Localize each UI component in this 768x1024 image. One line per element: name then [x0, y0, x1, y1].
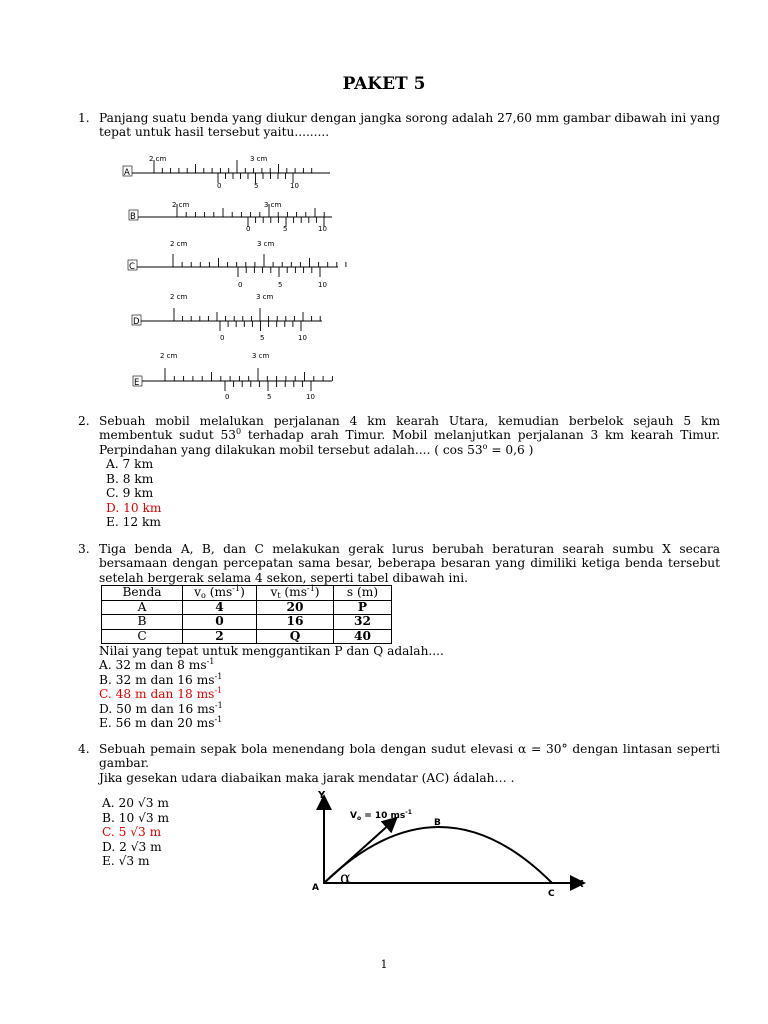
question-2 — [78, 414, 720, 530]
table-cell: 4 — [183, 600, 257, 615]
answer-options — [102, 796, 169, 869]
point-a-label: A — [312, 883, 319, 893]
option-label: C — [129, 262, 135, 272]
question-number: 1. — [78, 111, 90, 125]
main-scale-label: 2 cm — [149, 155, 167, 163]
vernier-tick-label: 10 — [318, 225, 327, 233]
data-table — [101, 585, 392, 644]
question-1 — [78, 111, 720, 140]
vernier-diagram — [120, 198, 350, 240]
table-cell: 40 — [334, 629, 392, 644]
main-scale-label: 2 cm — [170, 240, 188, 248]
alpha-label: α — [340, 868, 351, 887]
vernier-tick-label: 0 — [220, 334, 225, 342]
option-c[interactable]: C. 9 km — [106, 486, 154, 501]
table-cell: B — [102, 615, 183, 630]
col-benda: Benda — [102, 586, 183, 601]
vernier-option-d — [120, 290, 350, 348]
col-s: s (m) — [334, 586, 392, 601]
option-label: E — [134, 378, 140, 388]
option-d[interactable]: D. 2 √3 m — [102, 839, 162, 854]
velocity-vector — [324, 822, 392, 883]
option-b[interactable]: B. 10 √3 m — [102, 810, 170, 825]
question-text: Sebuah pemain sepak bola menendang bola dengan sudut elevasi α = 30° dengan lintasan seperti gambar. — [99, 742, 720, 771]
vernier-tick-label: 10 — [290, 182, 299, 190]
table-cell: 20 — [257, 600, 334, 615]
table-cell: P — [334, 600, 392, 615]
page-number: 1 — [380, 958, 388, 971]
main-scale-label: 3 cm — [256, 293, 274, 301]
vernier-tick-label: 0 — [246, 225, 251, 233]
vernier-tick-label: 5 — [278, 281, 283, 289]
table-row — [102, 615, 392, 630]
option-e[interactable]: E. √3 m — [102, 854, 150, 868]
table-row — [102, 600, 392, 615]
velocity-label: $V_o = 10$ $ms^{-1}$ — [350, 809, 412, 822]
page-title: PAKET 5 — [342, 74, 426, 94]
vernier-option-c — [120, 237, 350, 295]
col-v0: $v_o$ $(ms^{-1})$ — [183, 586, 257, 601]
vernier-option-a — [120, 150, 350, 196]
option-a[interactable]: A. 20 √3 m — [102, 796, 169, 810]
vernier-tick-label: 5 — [254, 182, 259, 190]
main-scale-label: 2 cm — [172, 201, 190, 209]
answer-options — [106, 457, 720, 530]
table-cell: C — [102, 629, 183, 644]
vernier-tick-label: 5 — [267, 393, 272, 401]
option-e[interactable]: E. 12 km — [106, 515, 161, 530]
question-prompt: Nilai yang tepat untuk menggantikan P dan Q adalah.... — [99, 644, 444, 658]
vernier-tick-label: 10 — [318, 281, 327, 289]
main-scale-label: 3 cm — [250, 155, 268, 163]
vernier-tick-label: 0 — [217, 182, 222, 190]
projectile-diagram — [300, 786, 600, 901]
option-b[interactable]: B. 8 km — [106, 471, 154, 486]
question-number: 2. — [78, 414, 90, 428]
option-e[interactable]: E. 56 m dan 20 $ms^{-1}$ — [99, 715, 223, 731]
vernier-option-e — [120, 349, 350, 407]
answer-options — [99, 658, 739, 731]
vernier-tick-label: 0 — [225, 393, 230, 401]
question-text: Tiga benda A, B, dan C melakukan gerak lurus berubah beraturan searah sumbu X secara bersamaan dengan percepatan sama besar, beberapa besaran yang dimiliki ketiga benda tersebut setelah bergerak selama 4 sekon, seperti tabel dibawah ini. — [99, 542, 720, 585]
option-a[interactable]: A. 7 km — [106, 457, 154, 472]
option-label: D — [133, 317, 140, 327]
x-axis-label: X — [576, 879, 584, 890]
y-axis-label: Y — [318, 790, 326, 801]
vernier-diagram — [120, 150, 350, 192]
table-cell: 16 — [257, 615, 334, 630]
table-cell: 0 — [183, 615, 257, 630]
vernier-diagram — [120, 237, 350, 291]
table-row — [102, 629, 392, 644]
question-number: 4. — [78, 742, 90, 756]
option-a[interactable]: A. 32 m dan 8 $ms^{-1}$ — [99, 657, 215, 673]
option-c-correct[interactable]: C. 5 √3 m — [102, 825, 162, 839]
option-c-correct[interactable]: C. 48 m dan 18 $ms^{-1}$ — [99, 686, 223, 702]
option-label: B — [130, 212, 136, 222]
vernier-tick-label: 10 — [306, 393, 315, 401]
main-scale-label: 2 cm — [170, 293, 188, 301]
question-text-2: Jika gesekan udara diabaikan maka jarak mendatar (AC) ádalah… . — [99, 770, 515, 785]
vernier-tick-label: 10 — [298, 334, 307, 342]
table-cell: 32 — [334, 615, 392, 630]
main-scale-label: 2 cm — [160, 352, 178, 360]
vernier-tick-label: 0 — [238, 281, 243, 289]
table-cell: 2 — [183, 629, 257, 644]
table-header-row — [102, 586, 392, 601]
table-cell: Q — [257, 629, 334, 644]
vernier-tick-label: 5 — [260, 334, 265, 342]
question-4 — [78, 742, 720, 785]
option-d-correct[interactable]: D. 10 km — [106, 500, 162, 515]
trajectory — [324, 827, 552, 883]
vernier-diagram — [120, 349, 350, 403]
main-scale-label: 3 cm — [264, 201, 282, 209]
point-c-label: C — [548, 889, 555, 899]
main-scale-label: 3 cm — [257, 240, 275, 248]
question-number: 3. — [78, 542, 90, 556]
question-text: Sebuah mobil melalukan perjalanan 4 km kearah Utara, kemudian berbelok sejauh 5 km membentuk sudut $53^0$ terhadap arah Timur. Mobil melanjutkan perjalanan 3 km kearah Timur. Perpindahan yang dilakukan mobil tersebut adalah.... ( $\cos 53^o = 0,6$ ) — [99, 414, 720, 457]
option-label: A — [124, 168, 130, 178]
question-3-prompt — [99, 644, 739, 731]
question-text: Panjang suatu benda yang diukur dengan jangka sorong adalah 27,60 mm gambar dibawah ini yang tepat untuk hasil tersebut yaitu......... — [99, 111, 720, 140]
question-3 — [78, 542, 720, 585]
point-b-label: B — [434, 818, 441, 828]
option-d[interactable]: D. 50 m dan 16 $ms^{-1}$ — [99, 700, 223, 716]
vernier-tick-label: 5 — [283, 225, 288, 233]
vernier-diagram — [120, 290, 350, 344]
col-vt: $v_t$ $(ms^{-1})$ — [257, 586, 334, 601]
table-cell: A — [102, 600, 183, 615]
main-scale-label: 3 cm — [252, 352, 270, 360]
option-b[interactable]: B. 32 m dan 16 $ms^{-1}$ — [99, 671, 223, 687]
